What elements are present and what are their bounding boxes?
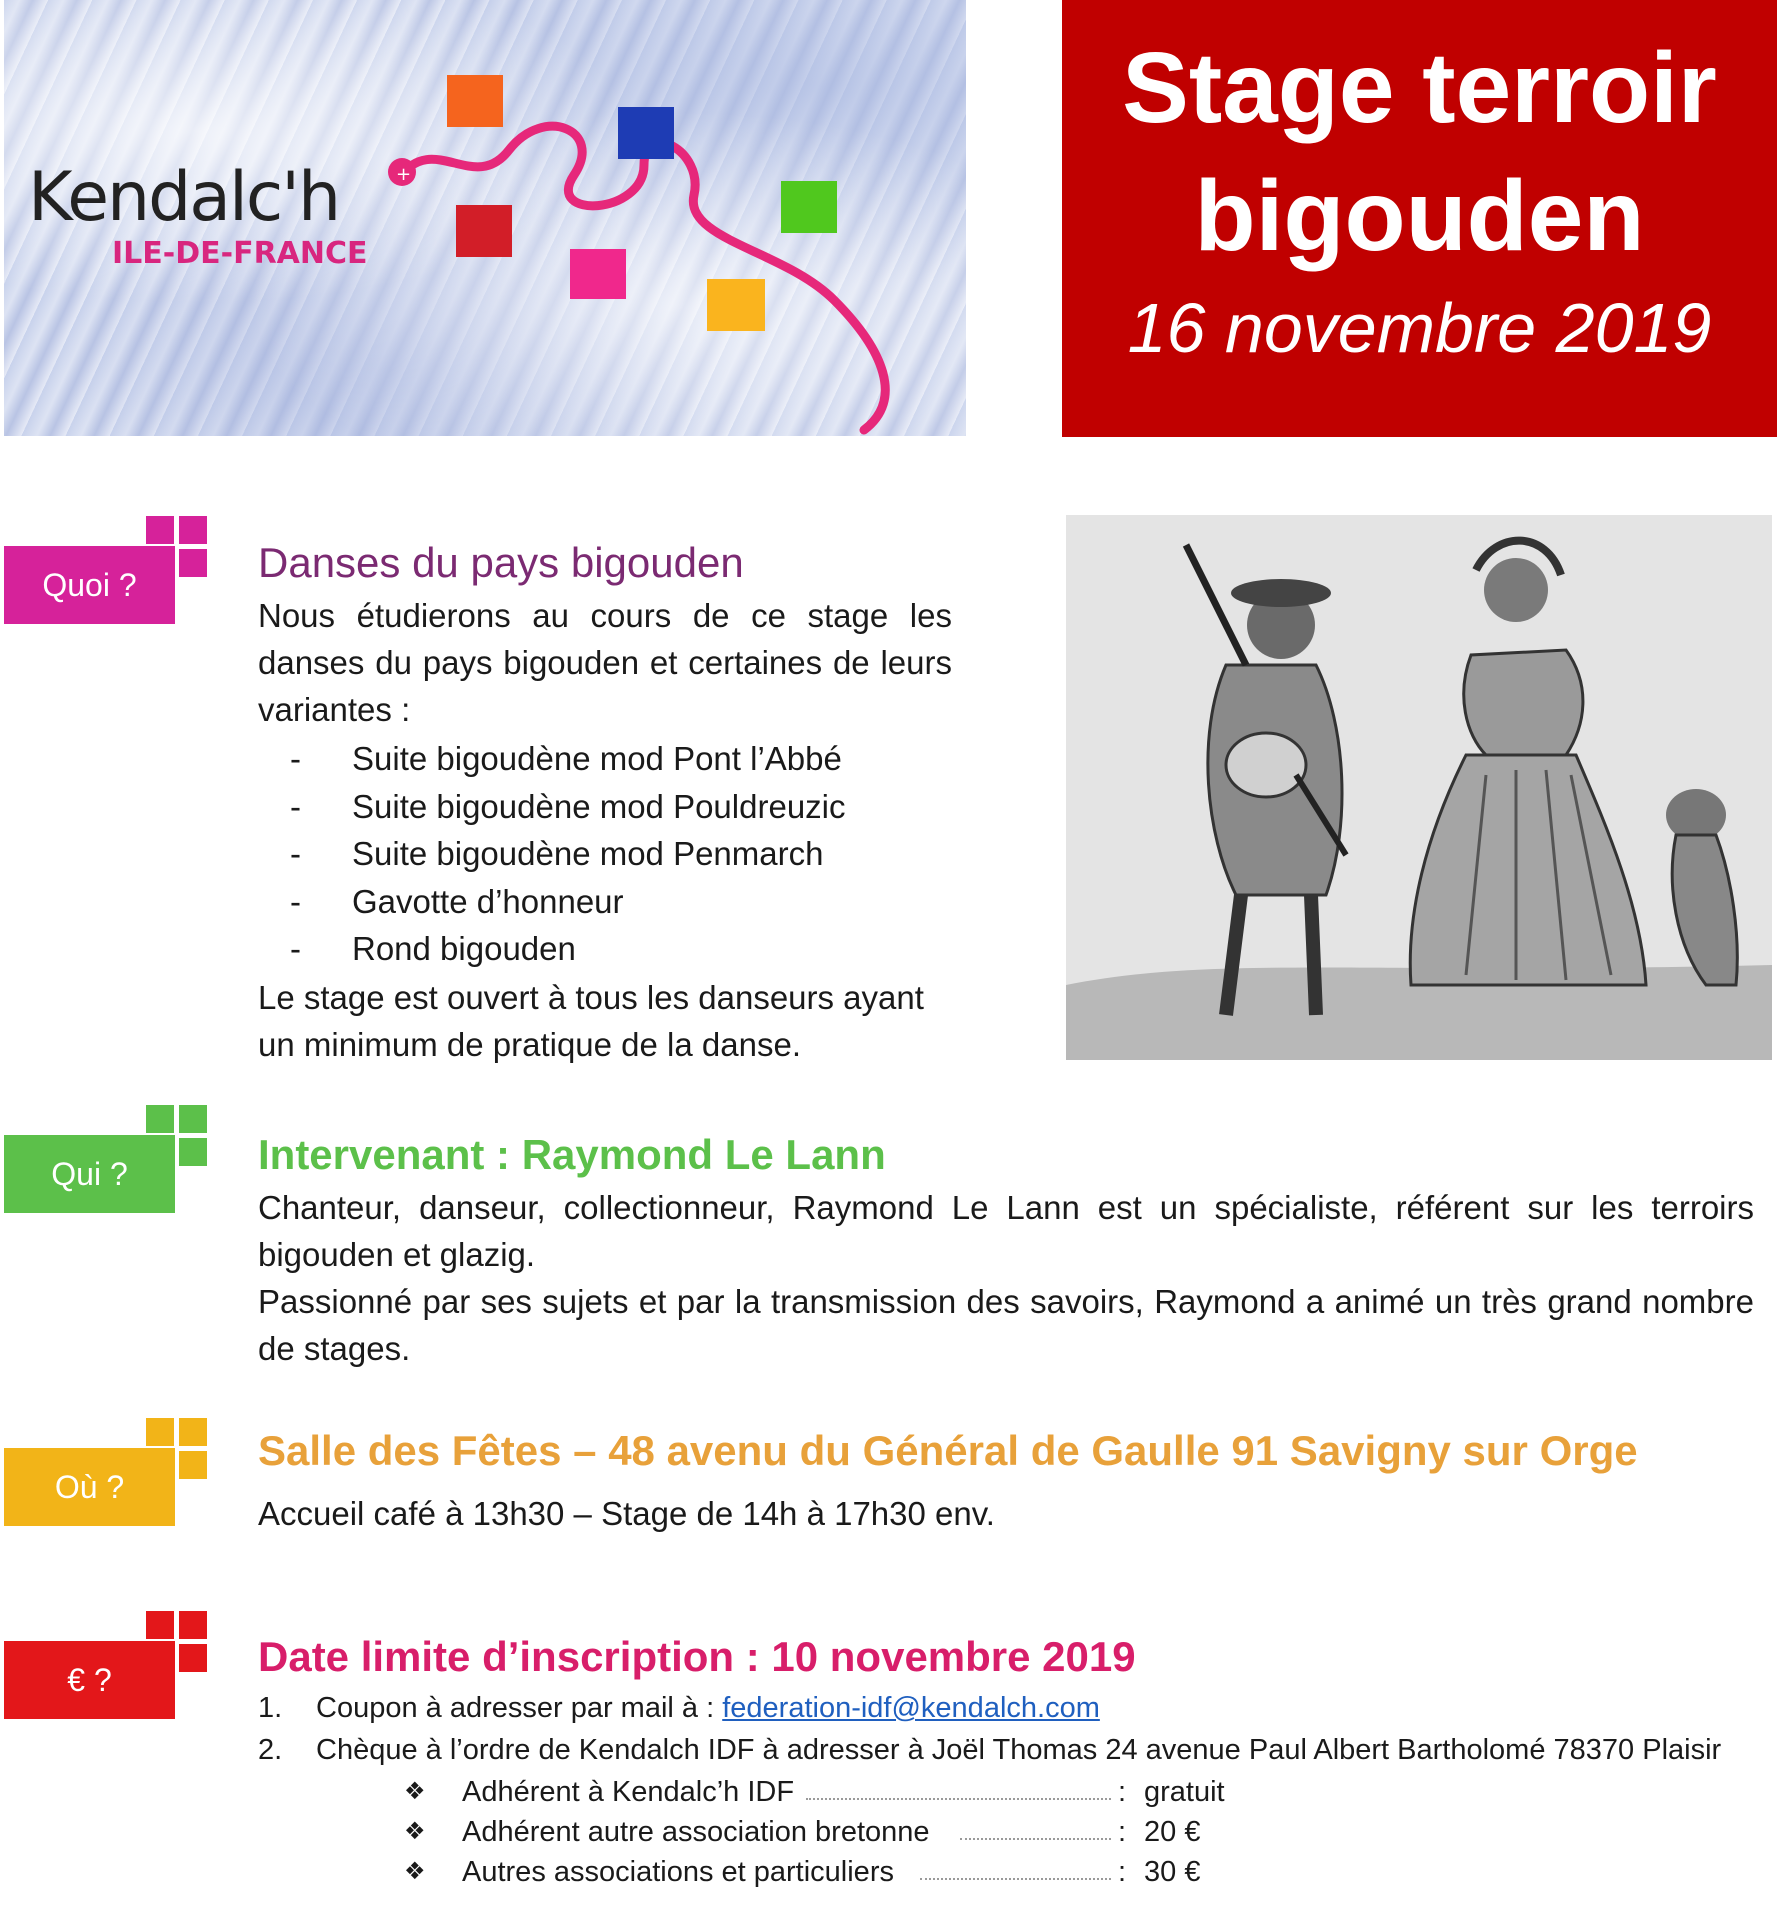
tag-ou: Où ? xyxy=(4,1448,175,1526)
section-title-quoi: Danses du pays bigouden xyxy=(258,539,744,586)
tag-square xyxy=(146,1418,174,1446)
diamond-bullet-icon: ❖ xyxy=(404,1778,426,1805)
step-number: 1. xyxy=(258,1692,283,1724)
list-bullet: - xyxy=(290,882,301,920)
tag-square xyxy=(146,1611,174,1639)
fee-row xyxy=(404,1812,1284,1852)
logo-square-green xyxy=(781,181,837,233)
tag-square xyxy=(179,1418,207,1446)
dance-name: Suite bigoudène mod Pouldreuzic xyxy=(352,787,846,825)
fee-row xyxy=(404,1852,1284,1892)
logo-dot-glyph: + xyxy=(396,164,412,185)
tag-square xyxy=(179,1451,207,1479)
fee-price: 30 € xyxy=(1144,1856,1201,1888)
list-item xyxy=(258,783,958,831)
email-link[interactable]: federation-idf@kendalch.com xyxy=(722,1692,1100,1724)
tag-square xyxy=(179,516,207,544)
list-bullet: - xyxy=(290,740,301,777)
dancers-engraving xyxy=(1066,515,1772,1060)
list-item xyxy=(258,925,958,973)
bio-paragraph-1: Chanteur, danseur, collectionneur, Raymond Le Lann est un spécialiste, référent sur les terroirs bigouden et glazig. xyxy=(258,1189,1754,1273)
logo-square-red xyxy=(456,205,512,257)
section-title-prix: Date limite d’inscription : 10 novembre 2019 xyxy=(258,1633,1136,1680)
dance-name: Suite bigoudène mod Pont l’Abbé xyxy=(352,740,842,777)
dot-leader xyxy=(806,1798,1111,1800)
tag-square xyxy=(179,1105,207,1133)
logo-square-orange xyxy=(447,75,503,127)
dot-leader xyxy=(960,1838,1111,1840)
list-bullet: - xyxy=(290,835,301,872)
fee-price: gratuit xyxy=(1144,1776,1225,1808)
tag-square xyxy=(179,1138,207,1166)
outro-paragraph: Le stage est ouvert à tous les danseurs ayant un minimum de pratique de la danse. xyxy=(258,979,924,1063)
diamond-bullet-icon: ❖ xyxy=(404,1858,426,1885)
list-item xyxy=(258,878,958,926)
kendalch-logo xyxy=(4,0,966,436)
fee-colon: : xyxy=(1118,1776,1127,1808)
list-bullet: - xyxy=(290,930,301,967)
section-title-qui: Intervenant : Raymond Le Lann xyxy=(258,1131,886,1178)
registration-steps xyxy=(258,1687,1778,1771)
fee-colon: : xyxy=(1118,1856,1127,1888)
dance-name: Suite bigoudène mod Penmarch xyxy=(352,835,824,872)
list-item xyxy=(258,1687,1778,1729)
page-title: Stage terroir bigouden xyxy=(1122,32,1717,272)
logo-square-pink xyxy=(570,249,626,299)
dance-name: Gavotte d’honneur xyxy=(352,882,624,920)
event-date: 16 novembre 2019 xyxy=(1127,289,1712,367)
list-item xyxy=(258,1729,1778,1771)
logo-ribbon xyxy=(399,126,885,430)
logo-square-blue xyxy=(618,107,674,159)
diamond-bullet-icon: ❖ xyxy=(404,1818,426,1845)
step-number: 2. xyxy=(258,1734,283,1766)
fee-row xyxy=(404,1772,1284,1812)
dot-leader xyxy=(920,1878,1111,1880)
engraving-illustration xyxy=(1066,515,1772,1060)
tag-prix: € ? xyxy=(4,1641,175,1719)
dance-name: Rond bigouden xyxy=(352,930,576,967)
tag-square xyxy=(146,1105,174,1133)
list-item xyxy=(258,830,958,878)
tag-square xyxy=(179,1644,207,1672)
title-banner xyxy=(1062,0,1777,437)
schedule-text: Accueil café à 13h30 – Stage de 14h à 17h30 env. xyxy=(258,1495,995,1532)
logo-square-yellow xyxy=(707,279,765,331)
fee-list xyxy=(404,1772,1284,1892)
fee-price: 20 € xyxy=(1144,1816,1201,1848)
tag-square xyxy=(146,516,174,544)
section-title-ou: Salle des Fêtes – 48 avenu du Général de Gaulle 91 Savigny sur Orge xyxy=(258,1427,1638,1474)
tag-qui: Qui ? xyxy=(4,1135,175,1213)
fee-label: Adhérent à Kendalc’h IDF xyxy=(462,1776,795,1808)
bio-paragraph-2: Passionné par ses sujets et par la transmission des savoirs, Raymond a animé un très grand nombre de stages. xyxy=(258,1283,1754,1367)
step-text: Chèque à l’ordre de Kendalch IDF à adresser à Joël Thomas 24 avenue Paul Albert Bartholomé 78370 Plaisir xyxy=(316,1734,1722,1766)
fee-label: Autres associations et particuliers xyxy=(462,1856,894,1888)
dance-list xyxy=(258,735,958,973)
tag-square xyxy=(179,549,207,577)
step-text: Coupon à adresser par mail à : xyxy=(316,1692,723,1724)
fee-label: Adhérent autre association bretonne xyxy=(462,1816,930,1848)
fee-colon: : xyxy=(1118,1816,1127,1848)
list-item xyxy=(258,735,958,783)
tag-quoi: Quoi ? xyxy=(4,546,175,624)
intro-paragraph: Nous étudierons au cours de ce stage les danses du pays bigouden et certaines de leurs variantes : xyxy=(258,597,952,728)
logo-subtitle: ILE-DE-FRANCE xyxy=(112,236,368,271)
list-bullet: - xyxy=(290,787,301,825)
tag-square xyxy=(179,1611,207,1639)
logo-name: Kendalc'h xyxy=(28,158,340,237)
